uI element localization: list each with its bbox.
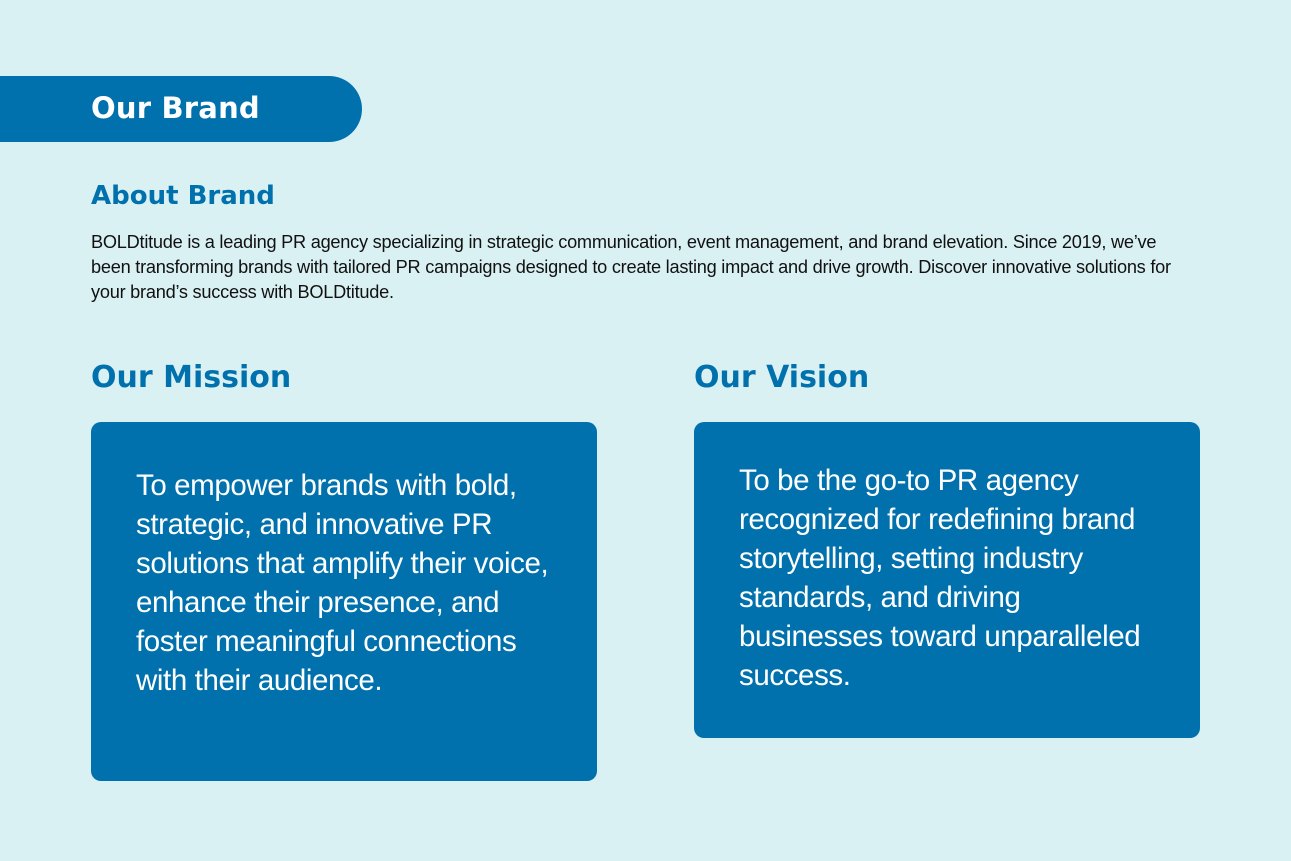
- page-title: Our Brand: [91, 91, 260, 125]
- vision-card: [694, 422, 1200, 738]
- mission-card: [91, 422, 597, 781]
- about-brand-heading: About Brand: [91, 181, 275, 211]
- about-brand-text: BOLDtitude is a leading PR agency specializing in strategic communication, event management, and brand elevation. Since 2019, we’ve been transforming brands with tailored PR campaigns designed to create lasting impact and drive growth. Discover innovative solutions for your brand’s success with BOLDtitude.: [91, 232, 1171, 302]
- vision-heading: Our Vision: [694, 360, 870, 395]
- vision-text: To be the go-to PR agency recognized for redefining brand storytelling, setting industry standards, and driving businesses toward unparalleled success.: [739, 464, 1141, 692]
- mission-heading: Our Mission: [91, 360, 292, 395]
- brand-header-banner: [0, 76, 362, 142]
- mission-text: To empower brands with bold, strategic, and innovative PR solutions that amplify their voice, enhance their presence, and foster meaningful connections with their audience.: [136, 469, 549, 697]
